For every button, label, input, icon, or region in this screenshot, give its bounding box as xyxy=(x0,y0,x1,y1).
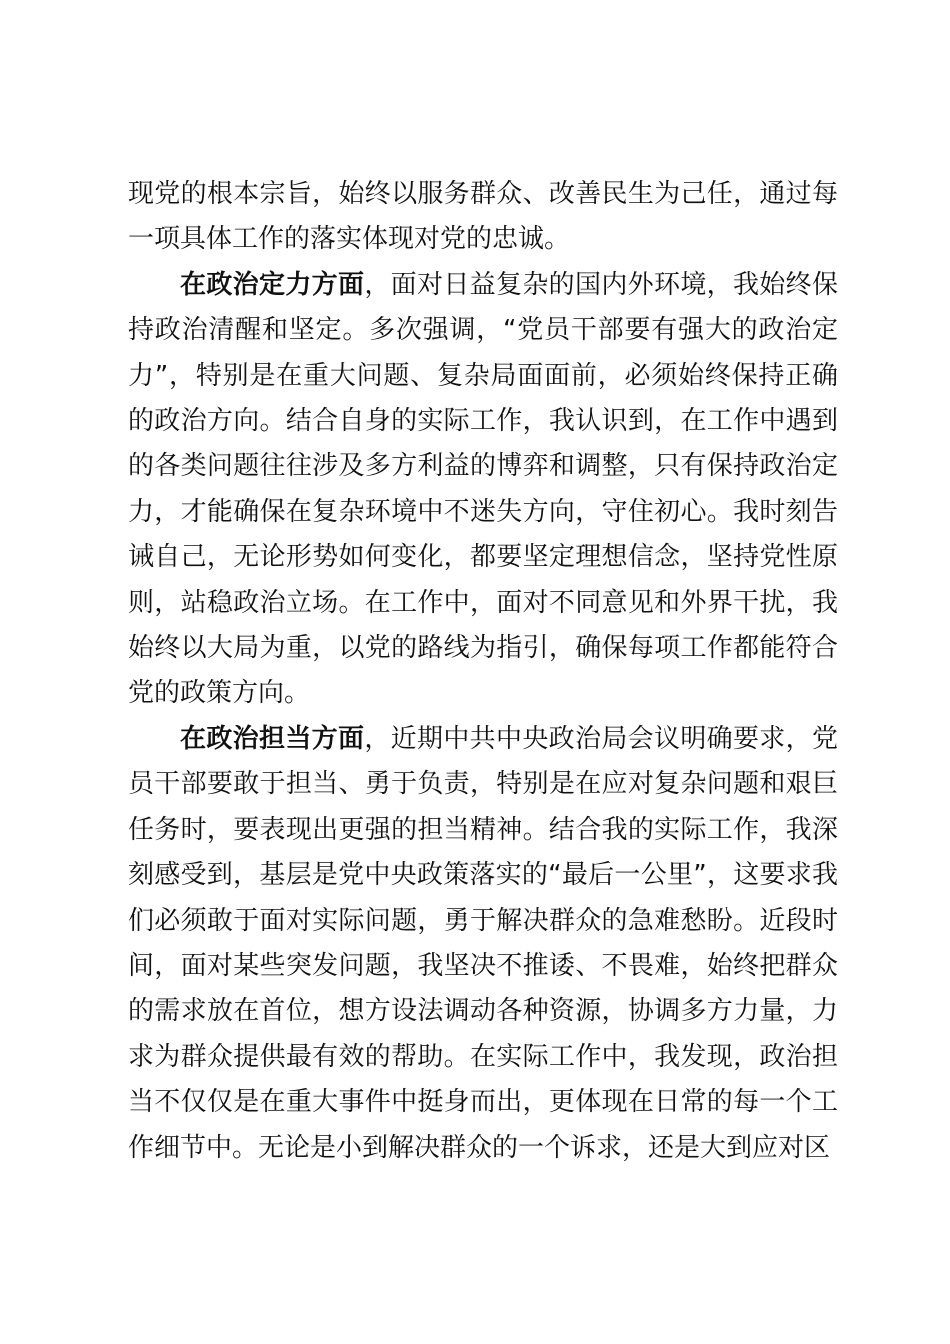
paragraph-text: 现党的根本宗旨，始终以服务群众、改善民生为己任，通过每一项具体工作的落实体现对党的忠诚。 xyxy=(128,179,838,255)
paragraph-political-responsibility xyxy=(128,717,838,1171)
body-text xyxy=(128,172,838,1171)
paragraph-text: ，近期中共中央政治局会议明确要求，党员干部要敢于担当、勇于负责，特别是在应对复杂问题和艰巨任务时，要表现出更强的担当精神。结合我的实际工作，我深刻感受到，基层是党中央政策落实的“最后一公里”，这要求我们必须敢于面对实际问题，勇于解决群众的急难愁盼。近段时间，面对某些突发问题，我坚决不推诿、不畏难，始终把群众的需求放在首位，想方设法调动各种资源，协调多方力量，力求为群众提供最有效的帮助。在实际工作中，我发现，政治担当不仅仅是在重大事件中挺身而出，更体现在日常的每一个工作细节中。无论是小到解决群众的一个诉求，还是大到应对区 xyxy=(128,723,838,1163)
paragraph-continuation xyxy=(128,172,838,263)
paragraph-lead-heading: 在政治定力方面 xyxy=(180,269,365,300)
paragraph-political-focus xyxy=(128,263,838,717)
paragraph-text: ，面对日益复杂的国内外环境，我始终保持政治清醒和坚定。多次强调，“党员干部要有强大的政治定力”，特别是在重大问题、复杂局面面前，必须始终保持正确的政治方向。结合自身的实际工作，我认识到，在工作中遇到的各类问题往往涉及多方利益的博弈和调整，只有保持政治定力，才能确保在复杂环境中不迷失方向，守住初心。我时刻告诫自己，无论形势如何变化，都要坚定理想信念，坚持党性原则，站稳政治立场。在工作中，面对不同意见和外界干扰，我始终以大局为重，以党的路线为指引，确保每项工作都能符合党的政策方向。 xyxy=(128,269,838,709)
paragraph-lead-heading: 在政治担当方面 xyxy=(180,723,365,754)
